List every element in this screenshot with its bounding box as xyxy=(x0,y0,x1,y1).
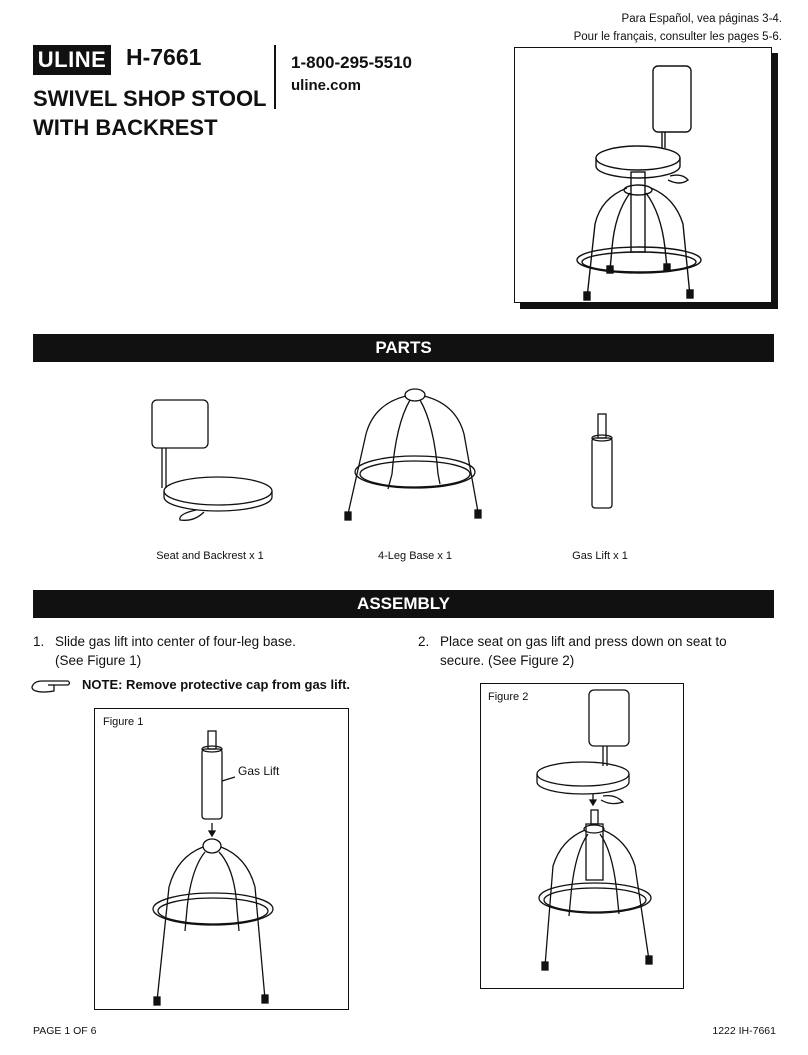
spanish-note: Para Español, vea páginas 3-4. xyxy=(621,13,782,25)
figure-2-illustration xyxy=(481,684,683,988)
part-caption-base: 4-Leg Base x 1 xyxy=(378,550,452,562)
step-1-line-2: (See Figure 1) xyxy=(55,653,142,668)
assembly-heading: ASSEMBLY xyxy=(33,590,774,618)
step-2-line-2: secure. (See Figure 2) xyxy=(440,653,575,668)
four-leg-base-icon xyxy=(340,384,490,524)
uline-logo: ULINE xyxy=(33,45,111,75)
part-caption-gaslift: Gas Lift x 1 xyxy=(572,550,628,562)
step-1-text xyxy=(55,632,296,670)
parts-heading: PARTS xyxy=(33,334,774,362)
gas-lift-icon xyxy=(588,412,618,512)
step-1-number: 1. xyxy=(33,634,45,649)
stool-illustration xyxy=(515,48,771,302)
french-note: Pour le français, consulter les pages 5-6. xyxy=(573,31,782,43)
step-1 xyxy=(33,632,403,672)
product-title xyxy=(33,84,267,142)
part-caption-seat: Seat and Backrest x 1 xyxy=(156,550,264,562)
figure-2-label: Figure 2 xyxy=(488,691,529,703)
figure-2 xyxy=(480,683,684,989)
step-2-number: 2. xyxy=(418,634,430,649)
model-number: H-7661 xyxy=(126,44,202,70)
document-code: 1222 IH-7661 xyxy=(712,1025,776,1037)
note-text: NOTE: Remove protective cap from gas lift. xyxy=(82,677,351,692)
page-number: PAGE 1 OF 6 xyxy=(33,1025,97,1037)
title-line-1: SWIVEL SHOP STOOL xyxy=(33,86,267,111)
product-image xyxy=(514,47,772,303)
step-2 xyxy=(418,632,778,672)
step-2-line-1: Place seat on gas lift and press down on seat to xyxy=(440,634,727,649)
pointing-hand-icon xyxy=(30,677,72,695)
header-divider xyxy=(274,45,276,109)
figure-1-illustration xyxy=(95,709,348,1009)
figure-1 xyxy=(94,708,349,1010)
title-line-2: WITH BACKREST xyxy=(33,115,218,140)
figure-1-label: Figure 1 xyxy=(103,716,144,728)
step-1-line-1: Slide gas lift into center of four-leg base. xyxy=(55,634,296,649)
phone-number: 1-800-295-5510 xyxy=(291,53,412,72)
step-2-text xyxy=(440,632,727,670)
seat-backrest-icon xyxy=(148,398,278,528)
gas-lift-callout: Gas Lift xyxy=(238,764,280,778)
website-link[interactable]: uline.com xyxy=(291,77,362,94)
